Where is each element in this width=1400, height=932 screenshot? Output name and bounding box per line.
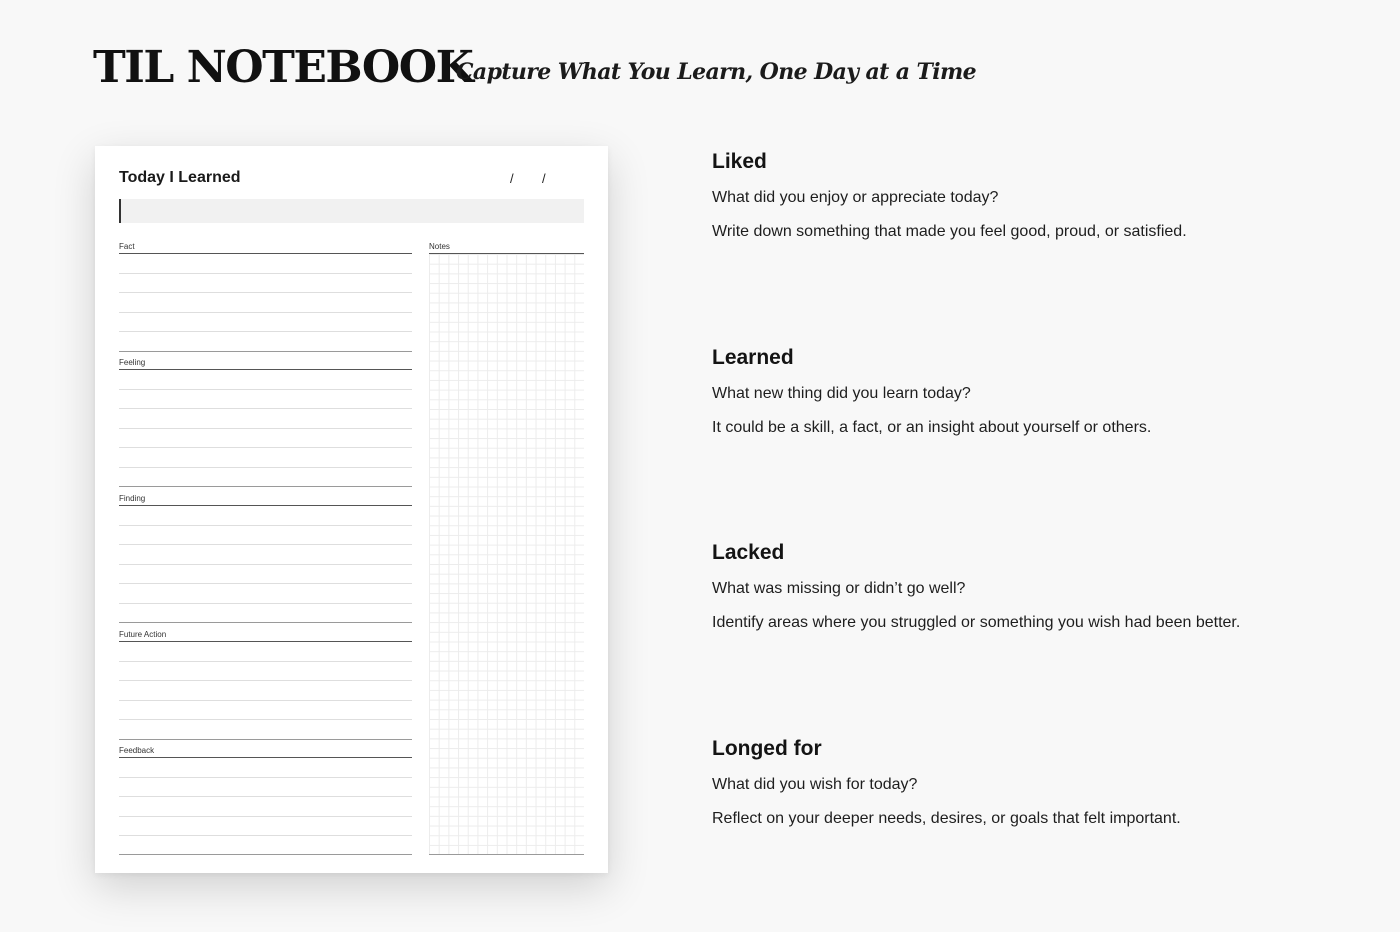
prompt-liked [712, 148, 1362, 242]
prompt-longed-for [712, 735, 1362, 829]
notebook-title: Today I Learned [119, 169, 241, 186]
writing-line[interactable] [119, 467, 412, 468]
writing-line[interactable] [119, 525, 412, 526]
writing-line[interactable] [119, 622, 412, 623]
section-rule [119, 253, 412, 254]
section-rule [119, 369, 412, 370]
date-separator: / [510, 171, 514, 186]
section-label: Feedback [119, 746, 155, 755]
section-label: Fact [119, 242, 135, 251]
writing-line[interactable] [119, 835, 412, 836]
prompt-detail: It could be a skill, a fact, or an insight about yourself or others. [712, 419, 1152, 436]
writing-line[interactable] [119, 700, 412, 701]
writing-line[interactable] [119, 312, 412, 313]
date-separator: / [542, 171, 546, 186]
prompt-heading: Lacked [712, 541, 785, 564]
writing-line[interactable] [119, 680, 412, 681]
writing-line[interactable] [119, 564, 412, 565]
writing-line[interactable] [119, 854, 412, 855]
writing-line[interactable] [119, 408, 412, 409]
writing-line[interactable] [119, 816, 412, 817]
writing-line[interactable] [119, 719, 412, 720]
prompt-heading: Learned [712, 346, 794, 369]
notes-label: Notes [429, 242, 450, 251]
prompt-question: What was missing or didn’t go well? [712, 580, 966, 597]
writing-line[interactable] [119, 583, 412, 584]
section-label: Finding [119, 494, 146, 503]
writing-line[interactable] [119, 273, 412, 274]
prompt-question: What new thing did you learn today? [712, 385, 971, 402]
writing-line[interactable] [119, 661, 412, 662]
brand-title: TIL NOTEBOOK [93, 42, 473, 93]
writing-line[interactable] [119, 331, 412, 332]
writing-line[interactable] [119, 351, 412, 352]
prompt-question: What did you wish for today? [712, 776, 918, 793]
writing-line[interactable] [119, 447, 412, 448]
writing-line[interactable] [119, 796, 412, 797]
section-rule [119, 641, 412, 642]
prompt-lacked [712, 539, 1362, 633]
writing-line[interactable] [119, 389, 412, 390]
writing-line[interactable] [119, 739, 412, 740]
writing-line[interactable] [119, 603, 412, 604]
writing-line[interactable] [119, 544, 412, 545]
section-label: Future Action [119, 630, 167, 639]
prompt-detail: Reflect on your deeper needs, desires, or goals that felt important. [712, 810, 1181, 827]
writing-line[interactable] [119, 428, 412, 429]
prompt-detail: Write down something that made you feel good, proud, or satisfied. [712, 223, 1187, 240]
section-rule [119, 757, 412, 758]
writing-line[interactable] [119, 292, 412, 293]
writing-line[interactable] [119, 486, 412, 487]
brand-tagline: Capture What You Learn, One Day at a Time [456, 59, 977, 85]
notebook-page [95, 146, 608, 873]
topic-input[interactable] [119, 199, 584, 223]
prompt-question: What did you enjoy or appreciate today? [712, 189, 999, 206]
text-cursor [119, 199, 121, 223]
prompt-detail: Identify areas where you struggled or something you wish had been better. [712, 614, 1241, 631]
section-label: Feeling [119, 358, 146, 367]
prompt-heading: Liked [712, 150, 767, 173]
prompt-heading: Longed for [712, 737, 822, 760]
prompt-learned [712, 344, 1362, 438]
notes-grid[interactable] [429, 254, 584, 854]
section-rule [119, 505, 412, 506]
writing-line[interactable] [119, 777, 412, 778]
notes-bottom-rule [429, 854, 584, 855]
